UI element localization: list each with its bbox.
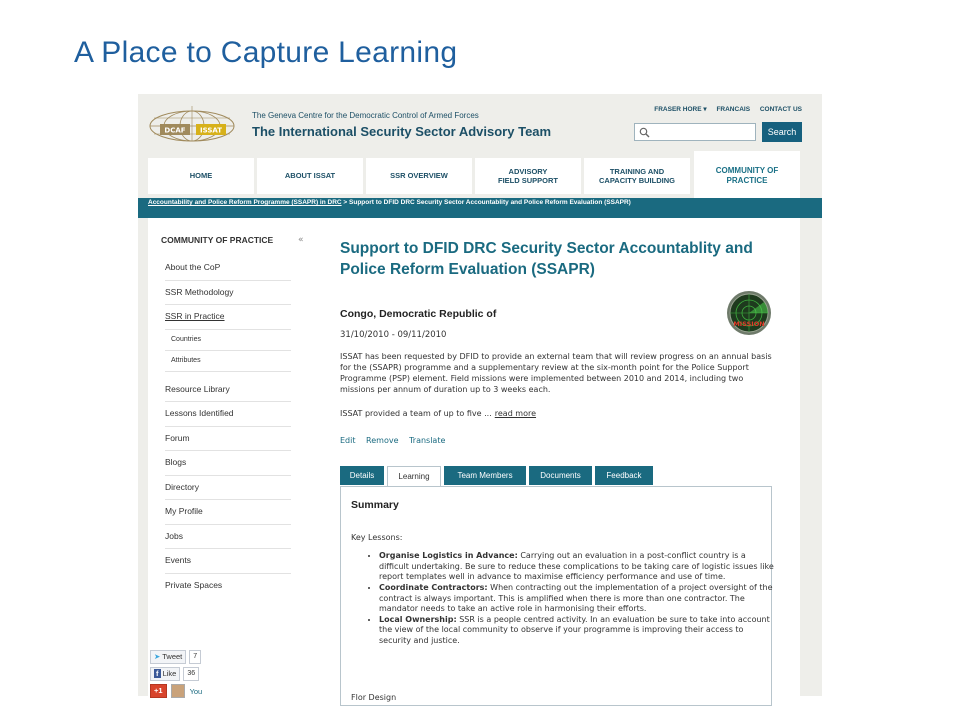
summary-text: ISSAT provided a team of up to five ... <box>340 409 492 418</box>
lesson-title: Local Ownership: <box>379 614 457 624</box>
main-content <box>336 218 800 702</box>
search-input[interactable] <box>634 123 756 141</box>
sidebar-heading: COMMUNITY OF PRACTICE <box>161 235 274 245</box>
breadcrumb-separator: > <box>343 199 348 206</box>
like-count: 36 <box>183 667 199 681</box>
like-label: Like <box>162 669 177 678</box>
screenshot <box>138 94 822 702</box>
logo-right-text: ISSAT <box>199 126 223 135</box>
main-nav <box>148 158 814 198</box>
list-item <box>379 551 775 583</box>
breadcrumb <box>138 198 822 218</box>
summary-line <box>340 409 536 418</box>
action-links <box>340 436 453 445</box>
tweet-count: 7 <box>189 650 201 664</box>
nav-advisory-field-support[interactable]: ADVISORY FIELD SUPPORT <box>475 158 581 194</box>
sidebar-item-profile[interactable]: My Profile <box>165 500 291 525</box>
site-header <box>138 94 822 152</box>
tab-documents[interactable]: Documents <box>529 466 592 485</box>
summary-heading: Summary <box>351 499 399 511</box>
sidebar-menu <box>165 256 291 597</box>
avatar <box>171 684 185 698</box>
nav-about-issat[interactable]: ABOUT ISSAT <box>257 158 363 194</box>
sidebar-item-resource-library[interactable]: Resource Library <box>165 378 291 403</box>
sidebar-item-countries[interactable]: Countries <box>165 330 291 351</box>
sidebar-item-events[interactable]: Events <box>165 549 291 574</box>
tab-learning[interactable]: Learning <box>387 466 441 486</box>
org-name: The Geneva Centre for the Democratic Control of Armed Forces <box>252 111 479 120</box>
list-item <box>379 615 775 647</box>
mission-radar-icon <box>726 290 772 336</box>
top-links <box>646 105 802 113</box>
nav-community-of-practice[interactable]: COMMUNITY OF PRACTICE <box>694 151 800 201</box>
team-name: The International Security Sector Advisory Team <box>252 124 552 139</box>
lessons-list <box>363 551 775 647</box>
tab-feedback[interactable]: Feedback <box>595 466 653 485</box>
country: Congo, Democratic Republic of <box>340 308 497 320</box>
description: ISSAT has been requested by DFID to provide an external team that will review progress on an annual basis for the (SSAPR) programme and a supplementary review at the six-month point for the Police Support Programme (PSP) element. Field missions were implemented between 2010 and 2014, including two missions per annum of duration up to 3 weeks each. <box>340 352 772 395</box>
sidebar-item-lessons[interactable]: Lessons Identified <box>165 402 291 427</box>
tab-team-members[interactable]: Team Members <box>444 466 526 485</box>
page-title: Support to DFID DRC Security Sector Accountablity and Police Reform Evaluation (SSAPR) <box>340 240 753 278</box>
francais-link[interactable]: FRANCAIS <box>716 106 751 113</box>
dcaf-issat-logo[interactable] <box>146 104 238 142</box>
dates: 31/10/2010 - 09/11/2010 <box>340 330 447 340</box>
sidebar-item-private-spaces[interactable]: Private Spaces <box>165 579 223 590</box>
list-item <box>379 583 775 615</box>
sidebar-item-blogs[interactable]: Blogs <box>165 451 291 476</box>
remove-link[interactable]: Remove <box>366 436 399 445</box>
key-lessons-label: Key Lessons: <box>351 533 403 542</box>
lesson-text: SSR is a people centred activity. In an evaluation be sure to take into account the view of the local community to observe if your programme is improving their access to security and justice. <box>379 614 770 645</box>
facebook-icon: f <box>156 669 159 678</box>
sidebar-item-ssr-in-practice[interactable]: SSR in Practice <box>165 305 291 330</box>
sidebar-item-attributes[interactable]: Attributes <box>165 351 291 372</box>
tab-details[interactable]: Details <box>340 466 384 485</box>
sidebar-item-jobs[interactable]: Jobs <box>165 525 291 550</box>
contact-link[interactable]: CONTACT US <box>759 106 802 113</box>
tweet-label: Tweet <box>162 652 183 661</box>
gplus-button[interactable]: +1 <box>150 684 167 698</box>
tweet-button[interactable] <box>150 650 186 664</box>
sidebar-item-methodology[interactable]: SSR Methodology <box>165 281 291 306</box>
sidebar-item-directory[interactable]: Directory <box>165 476 291 501</box>
like-button[interactable] <box>150 667 180 681</box>
search-icon <box>639 127 650 138</box>
read-more-link[interactable]: read more <box>494 409 537 418</box>
sidebar-item-forum[interactable]: Forum <box>165 427 291 452</box>
mission-badge-text: MISSION <box>733 320 765 328</box>
learning-panel <box>340 486 772 706</box>
sidebar-item-about[interactable]: About the CoP <box>165 256 291 281</box>
you-label: You <box>189 686 203 696</box>
breadcrumb-current: Support to DFID DRC Security Sector Accountablity and Police Reform Evaluation (SSAPR) <box>349 199 631 206</box>
search-button[interactable]: Search <box>762 122 802 142</box>
lesson-title: Coordinate Contractors: <box>379 582 488 592</box>
slide-title: A Place to Capture Learning <box>74 36 458 69</box>
lesson-text: When contracting out the implementation of a project oversight of the contract is always important. This is amplified when there is more than one contractor. The mandator needs to take an active role in harmonising their efforts. <box>379 582 773 614</box>
nav-home[interactable]: HOME <box>148 158 254 194</box>
edit-link[interactable]: Edit <box>340 436 356 445</box>
sidebar <box>148 218 310 696</box>
logo-left-text: DCAF <box>164 126 186 135</box>
translate-link[interactable]: Translate <box>409 436 446 445</box>
nav-ssr-overview[interactable]: SSR OVERVIEW <box>366 158 472 194</box>
lesson-title: Organise Logistics in Advance: <box>379 551 518 560</box>
sidebar-collapse-icon[interactable]: « <box>298 235 304 245</box>
content-area <box>148 218 800 702</box>
lesson-text: Carrying out an evaluation in a post-conflict country is a difficult undertaking. Be sure to reduce these complications to be taking care of logistic issues like report templates well in advance to maximise efficiency performance and use of time. <box>379 551 774 582</box>
next-section-heading: Flor Design <box>351 693 397 702</box>
user-menu-link[interactable]: FRASER HORE ▾ <box>654 106 707 113</box>
twitter-bird-icon: ➤ <box>154 652 161 661</box>
nav-training[interactable]: TRAINING AND CAPACITY BUILDING <box>584 158 690 194</box>
breadcrumb-link[interactable]: Accountability and Police Reform Programme (SSAPR) in DRC <box>148 199 342 206</box>
